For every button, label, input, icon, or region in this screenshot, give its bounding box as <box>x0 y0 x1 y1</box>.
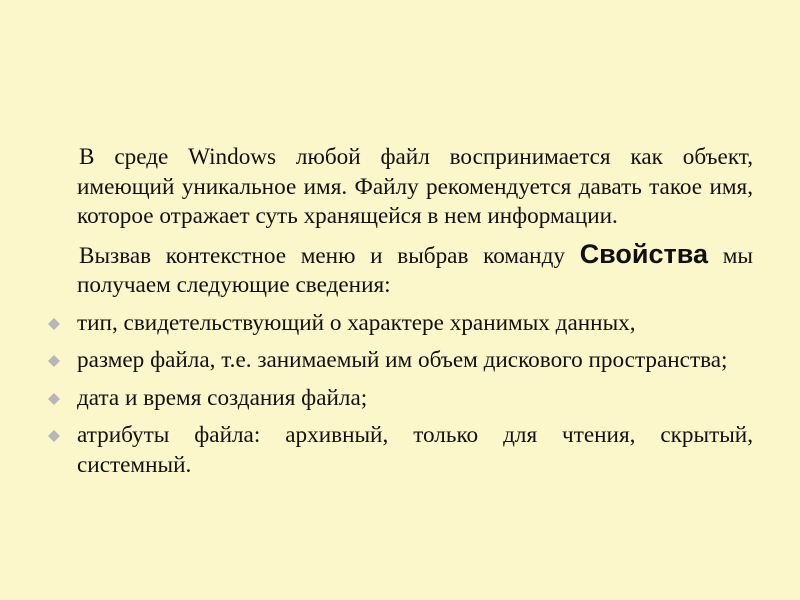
slide-content <box>77 143 753 488</box>
context-menu-text-after: мы получаем следующие сведения: <box>77 242 753 298</box>
diamond-bullet-icon <box>48 355 60 367</box>
list-item <box>77 384 753 414</box>
diamond-bullet-icon <box>48 430 60 442</box>
list-item-text: атрибуты файла: архивный, только для чтения, скрытый, системный. <box>77 422 753 478</box>
file-info-list <box>77 309 753 481</box>
list-item <box>77 421 753 480</box>
list-item-text: размер файла, т.е. занимаемый им объем дискового пространства; <box>77 347 728 373</box>
intro-paragraph: В среде Windows любой файл воспринимается как объект, имеющий уникальное имя. Файлу рекомендуется давать такое имя, которое отражает суть хранящейся в нем информации. <box>77 144 753 229</box>
context-menu-text-before: Вызвав контекстное меню и выбрав команду <box>79 242 580 269</box>
context-menu-paragraph <box>77 240 753 301</box>
list-item-text: тип, свидетельствующий о характере хранимых данных, <box>77 309 636 336</box>
list-item <box>77 309 753 339</box>
properties-command: Свойства <box>579 238 709 269</box>
diamond-bullet-icon <box>48 318 60 330</box>
diamond-bullet-icon <box>48 393 60 405</box>
list-item <box>77 346 753 376</box>
list-item-text: дата и время создания файла; <box>77 384 368 411</box>
